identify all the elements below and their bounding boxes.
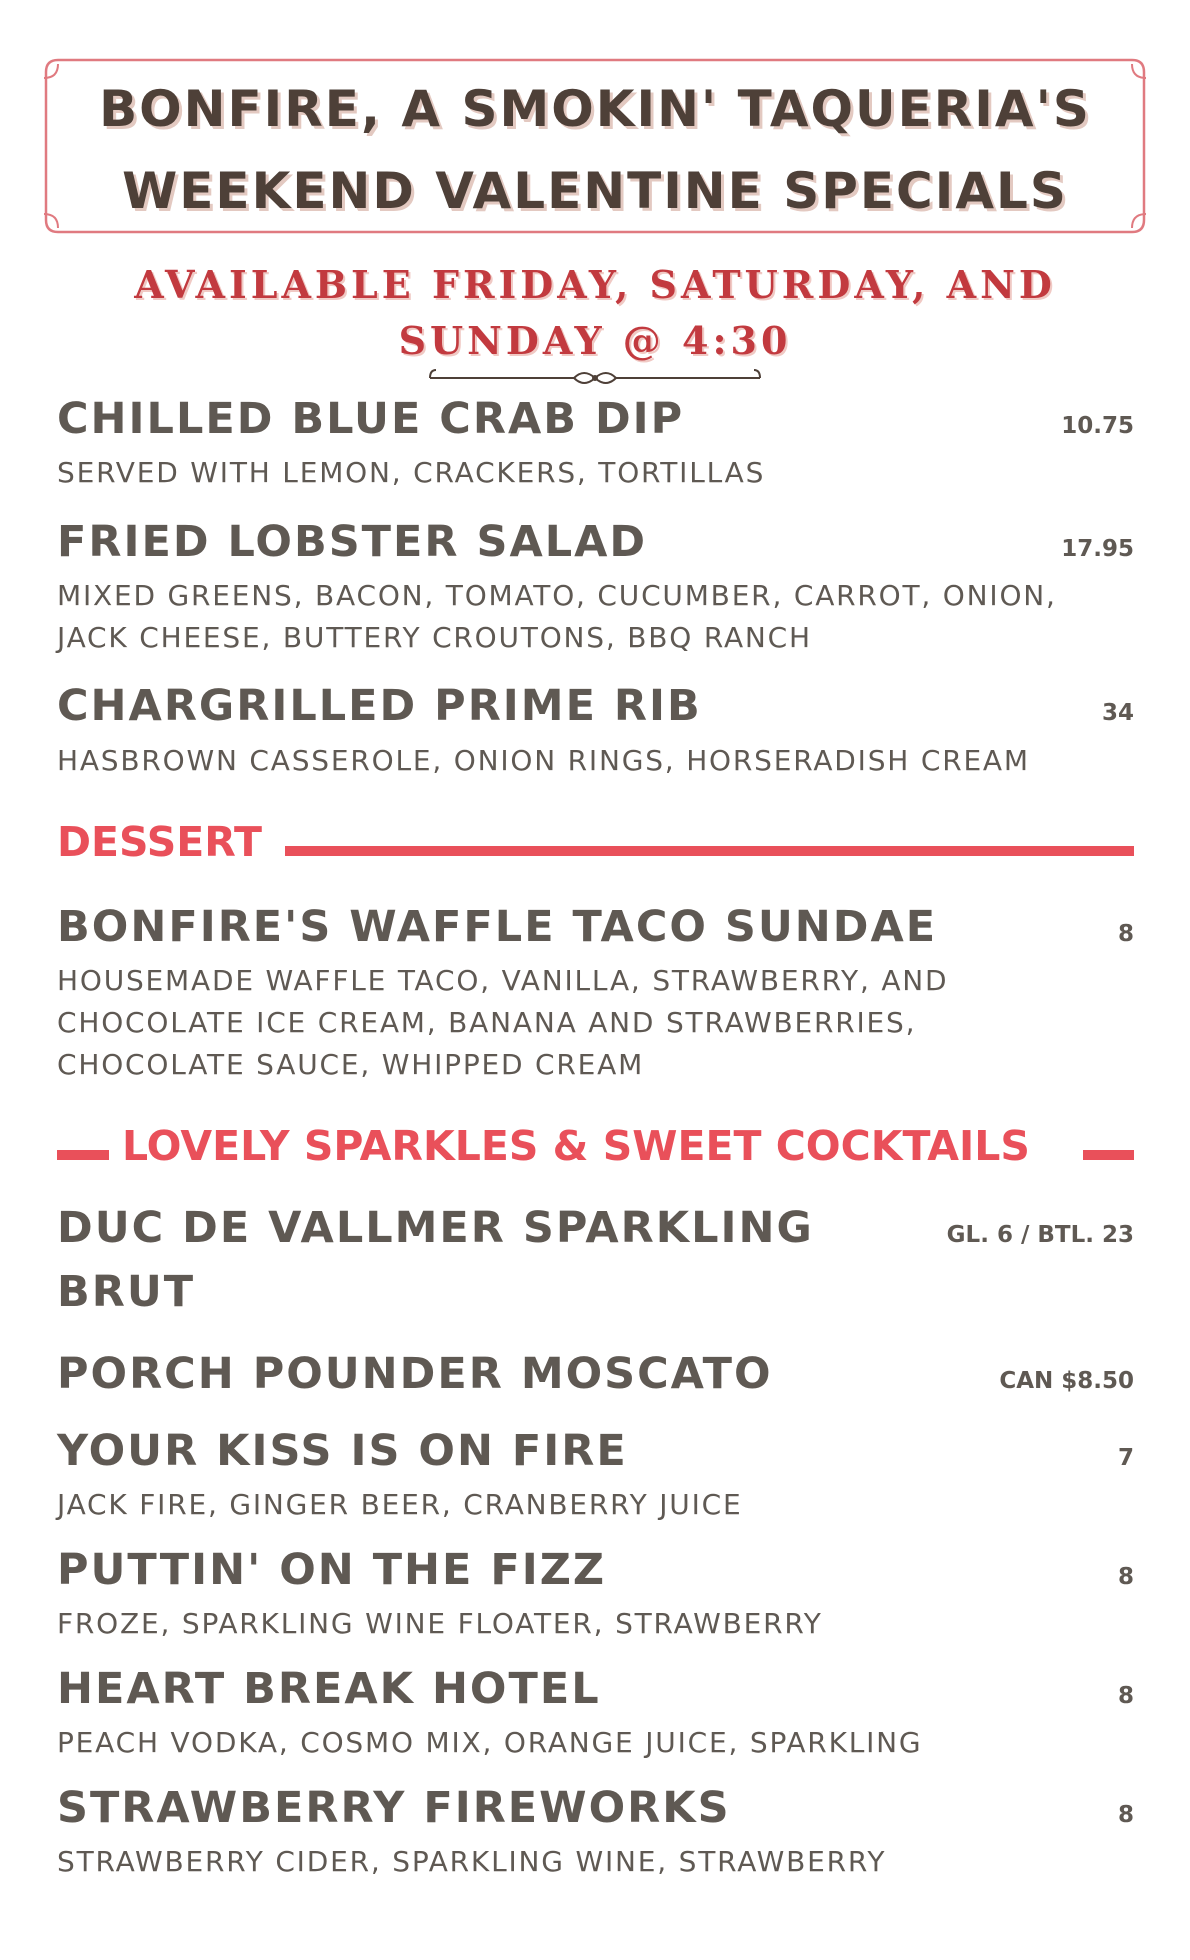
menu-item-price: GL. 6 / BTL. 23 [946,1222,1134,1248]
menu-item-description: JACK FIRE, GINGER BEER, CRANBERRY JUICE [57,1488,743,1521]
section-heading-cocktails: LOVELY SPARKLES & SWEET COCKTAILS [122,1122,1030,1170]
menu-item-name: CHILLED BLUE CRAB DIP [57,394,685,444]
menu-item-price: 8 [1117,1564,1134,1590]
menu-item-description: PEACH VODKA, COSMO MIX, ORANGE JUICE, SPARKLING [57,1726,923,1759]
menu-item-name: PUTTIN' ON THE FIZZ [57,1545,607,1595]
menu-item-name: CHARGRILLED PRIME RIB [57,681,702,731]
page-title-line-2: WEEKEND VALENTINE SPECIALS [122,162,1068,220]
availability-line-2: SUNDAY @ 4:30 [398,318,792,363]
menu-item-name: FRIED LOBSTER SALAD [57,517,648,567]
menu-item-price: 10.75 [1061,413,1134,439]
section-divider [285,846,1134,856]
menu-item-name: YOUR KISS IS ON FIRE [57,1426,628,1476]
menu-item-description: CHOCOLATE ICE CREAM, BANANA AND STRAWBERRIES, [57,1006,917,1039]
title-frame [44,58,1146,234]
menu-item-description: SERVED WITH LEMON, CRACKERS, TORTILLAS [57,456,766,489]
menu-item-description: STRAWBERRY CIDER, SPARKLING WINE, STRAWBERRY [57,1845,887,1878]
menu-item-description: JACK CHEESE, BUTTERY CROUTONS, BBQ RANCH [57,621,812,654]
menu-item-price: 8 [1117,921,1134,947]
page-title-line-1: BONFIRE, A SMOKIN' TAQUERIA'S [99,80,1091,138]
menu-item-price: 17.95 [1061,536,1134,562]
menu-item-price: CAN $8.50 [999,1368,1134,1394]
menu-item-name: PORCH POUNDER MOSCATO [57,1349,773,1399]
menu-item-name: HEART BREAK HOTEL [57,1664,601,1714]
section-divider [57,1150,109,1160]
section-divider [1083,1150,1134,1160]
menu-item-price: 34 [1101,700,1134,726]
availability-line-1: AVAILABLE FRIDAY, SATURDAY, AND [134,262,1056,307]
menu-item-description: HOUSEMADE WAFFLE TACO, VANILLA, STRAWBERRY, AND [57,964,949,997]
menu-item-price: 8 [1117,1802,1134,1828]
menu-item-name: STRAWBERRY FIREWORKS [57,1783,731,1833]
menu-item-description: HASBROWN CASSEROLE, ONION RINGS, HORSERADISH CREAM [57,744,1030,777]
menu-item-price: 8 [1117,1683,1134,1709]
flourish-ornament [428,364,762,388]
menu-item-name-continued: BRUT [57,1267,196,1317]
menu-item-price: 7 [1117,1445,1134,1471]
menu-item-name: DUC DE VALLMER SPARKLING [57,1203,814,1253]
menu-item-description: FROZE, SPARKLING WINE FLOATER, STRAWBERRY [57,1607,823,1640]
menu-item-name: BONFIRE'S WAFFLE TACO SUNDAE [57,902,938,952]
menu-item-description: CHOCOLATE SAUCE, WHIPPED CREAM [57,1048,645,1081]
section-heading-dessert: DESSERT [57,818,262,866]
menu-item-description: MIXED GREENS, BACON, TOMATO, CUCUMBER, CARROT, ONION, [57,579,1057,612]
